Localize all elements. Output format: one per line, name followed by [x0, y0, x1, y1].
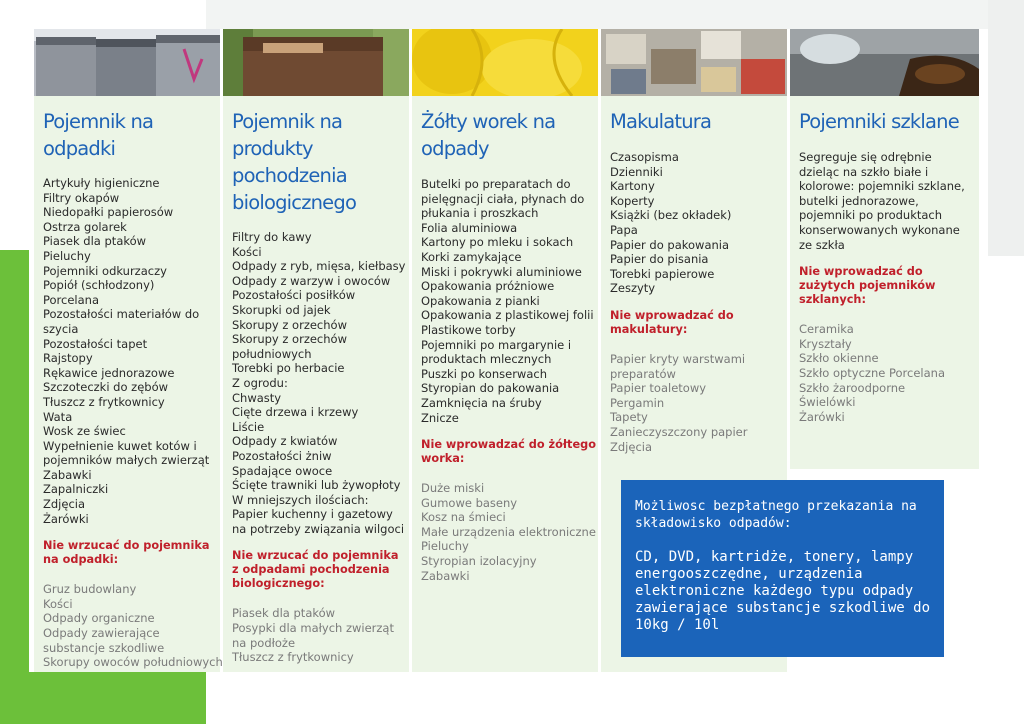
list-item: Wata: [43, 409, 73, 424]
list-item: Pozostałości tapet: [43, 336, 148, 351]
list-item: Zeszyty: [610, 281, 656, 296]
excluded-items-list: [799, 322, 979, 424]
excluded-item: Styropian izolacyjny: [421, 554, 537, 569]
list-item: Opakowania z pianki: [421, 293, 540, 308]
photo-paper-waste: [601, 29, 787, 96]
excluded-item: Małe urządzenia elektroniczne: [421, 524, 596, 539]
list-item: Rękawice jednorazowe: [43, 365, 175, 380]
excluded-item: Zanieczyszczony papier: [610, 424, 748, 439]
list-item: kolorowe: pojemniki szklane,: [799, 179, 965, 194]
list-item: Torebki papierowe: [610, 266, 715, 281]
list-item: Rajstopy: [43, 351, 93, 366]
column-general-waste: [34, 29, 223, 672]
excluded-item: Żarówki: [799, 409, 845, 424]
warning-line: szklanych:: [799, 293, 866, 307]
list-item: Papa: [610, 222, 638, 237]
list-item: Plastikowe torby: [421, 322, 516, 337]
column-yellow-bag: [412, 29, 598, 672]
accepted-items-list: [610, 150, 796, 454]
list-item: Zdjęcia: [43, 497, 86, 512]
list-item: Koperty: [610, 193, 655, 208]
excluded-item: substancje szkodliwe: [43, 640, 165, 655]
excluded-item: Skorupy owoców południowych: [43, 655, 223, 670]
info-title-cont: składowisko odpadów:: [635, 516, 792, 531]
list-item: Pojemniki odkurzaczy: [43, 263, 167, 278]
list-item: Styropian do pakowania: [421, 381, 560, 396]
excluded-item: Zdjęcia: [610, 439, 653, 454]
excluded-item: Tapety: [610, 410, 648, 425]
list-item: Cięte drzewa i krzewy: [232, 405, 359, 420]
list-item: pojemniki po produktach: [799, 208, 943, 223]
free-disposal-info-box: [621, 480, 944, 657]
list-item: Porcelana: [43, 292, 100, 307]
list-item: Artykuły higieniczne: [43, 176, 160, 190]
list-item: Pieluchy: [43, 248, 91, 263]
list-item: Pozostałości posiłków: [232, 288, 356, 303]
excluded-items-list: [421, 481, 607, 583]
list-item: Opakowania próżniowe: [421, 279, 555, 294]
list-item: Opakowania z plastikowej folii: [421, 308, 594, 323]
list-item: Kartony po mleku i sokach: [421, 235, 574, 250]
list-item: płukania i proszkach: [421, 206, 539, 221]
list-item: Pojemniki po margarynie i: [421, 337, 572, 352]
list-item: Filtry okapów: [43, 190, 120, 205]
column-heading: Pojemnik na produkty pochodzenia biologicznego: [232, 110, 357, 214]
warning-line: Nie wprowadzać do: [799, 265, 923, 279]
excluded-item: Kryształy: [799, 336, 852, 351]
column-glass: [790, 29, 979, 469]
list-item: Papier do pakowania: [610, 237, 730, 252]
photo-brown-bin: [223, 29, 409, 96]
warning-line: Nie wprowadzać do żółtego: [421, 438, 596, 452]
warning-line: z odpadami pochodzenia: [232, 563, 390, 577]
list-item: konserwowanych wykonane: [799, 222, 960, 237]
warning-line: makulatury:: [610, 322, 688, 336]
info-line: zawierające substancje szkodliwe do: [635, 600, 931, 616]
list-item: Folia aluminiowa: [421, 220, 518, 235]
list-item: Kartony: [610, 179, 655, 194]
warning-line: Nie wprowadzać do: [610, 308, 734, 322]
warning-line: worka:: [421, 452, 465, 466]
warning-line: Nie wrzucać do pojemnika: [232, 549, 399, 563]
top-grey-band: [206, 0, 1024, 29]
excluded-item: Szkło żaroodporne: [799, 380, 906, 395]
excluded-item: Szkło okienne: [799, 351, 879, 366]
list-item: Pozostałości żniw: [232, 448, 332, 463]
list-item: południowych: [232, 346, 312, 361]
warning-line: Nie wrzucać do pojemnika: [43, 539, 210, 553]
info-line: energooszczędne, urządzenia: [635, 566, 863, 582]
list-item: Papier do pisania: [610, 252, 709, 267]
list-item: Wosk ze świec: [43, 424, 126, 439]
excluded-item: Pieluchy: [421, 539, 469, 554]
excluded-item: Świelówki: [799, 395, 856, 410]
excluded-item: Tłuszcz z frytkownicy: [232, 650, 354, 665]
list-item: Zapalniczki: [43, 482, 109, 497]
info-line: elektroniczne każdego typu odpady: [635, 583, 914, 599]
list-item: Tłuszcz z frytkownicy: [43, 394, 165, 409]
excluded-item: Duże miski: [421, 481, 485, 496]
warning-heading: [799, 265, 979, 307]
column-heading: Pojemnik na odpadki: [43, 110, 154, 160]
excluded-item: Odpady organiczne: [43, 611, 155, 626]
list-item: Papier kuchenny i gazetowy: [232, 507, 393, 522]
list-item: Odpady z kwiatów: [232, 434, 338, 449]
accepted-items-list: [421, 177, 607, 583]
list-item: Żarówki: [43, 511, 89, 526]
list-item: Puszki po konserwach: [421, 366, 547, 381]
excluded-item: Papier kryty warstwami: [610, 351, 746, 366]
excluded-item: Odpady zawierające: [43, 626, 160, 641]
warning-heading: [421, 438, 607, 466]
warning-heading: [232, 549, 418, 591]
list-item: Znicze: [421, 410, 459, 425]
excluded-item: Posypki dla małych zwierząt: [232, 621, 394, 636]
list-item: Odpady z warzyw i owoców: [232, 273, 391, 288]
list-item: Z ogrodu:: [232, 375, 288, 390]
column-heading: Makulatura: [610, 110, 712, 133]
list-item: Skorupki od jajek: [232, 302, 331, 317]
list-item: Ostrza golarek: [43, 219, 127, 234]
warning-heading: [610, 309, 796, 337]
list-item: Książki (bez okładek): [610, 208, 732, 223]
list-item: butelki jednorazowe,: [799, 193, 919, 208]
list-item: Zabawki: [43, 467, 92, 482]
list-item: Filtry do kawy: [232, 230, 312, 244]
list-item: szycia: [43, 321, 79, 336]
excluded-items-list: [232, 606, 418, 664]
excluded-items-list: [610, 352, 796, 454]
column-bio-waste: [223, 29, 409, 672]
excluded-item: Szkło optyczne Porcelana: [799, 365, 945, 380]
warning-line: zużytych pojemników: [799, 279, 936, 293]
warning-heading: [43, 539, 229, 567]
warning-line: na odpadki:: [43, 553, 119, 567]
list-item: pojemników małych zwierząt: [43, 453, 210, 468]
list-item: Ścięte trawniki lub żywopłoty: [232, 478, 401, 493]
excluded-item: na podłoże: [232, 635, 296, 650]
list-item: Torebki po herbacie: [232, 361, 345, 376]
list-item: Dzienniki: [610, 164, 663, 179]
accepted-items-list: [232, 230, 418, 665]
list-item: Pozostałości materiałów do: [43, 307, 200, 322]
list-item: Spadające owoce: [232, 463, 333, 478]
list-item: W mniejszych ilościach:: [232, 492, 369, 507]
list-item: dzieląc na szkło białe i: [799, 164, 929, 179]
list-item: Miski i pokrywki aluminiowe: [421, 264, 582, 279]
list-item: Kości: [232, 244, 262, 259]
list-item: pielęgnacji ciała, płynach do: [421, 191, 585, 206]
description-text: [799, 150, 979, 424]
warning-line: biologicznego:: [232, 577, 325, 591]
list-item: Zamknięcia na śruby: [421, 395, 542, 410]
excluded-item: Zabawki: [421, 568, 470, 583]
list-item: Odpady z ryb, mięsa, kiełbasy: [232, 259, 406, 274]
excluded-item: Kosz na śmieci: [421, 510, 506, 525]
list-item: Skorupy z orzechów: [232, 317, 347, 332]
list-item: produktach mlecznych: [421, 352, 552, 367]
excluded-item: Pergamin: [610, 395, 665, 410]
list-item: Piasek dla ptaków: [43, 234, 147, 249]
list-item: na potrzeby związania wilgoci: [232, 521, 405, 536]
list-item: Wypełnienie kuwet kotów i: [43, 438, 197, 453]
info-line: CD, DVD, kartridże, tonery, lampy: [635, 549, 914, 565]
photo-yellow-bags: [412, 29, 598, 96]
info-title: Możliwosc bezpłatnego przekazania na: [635, 499, 917, 514]
list-item: ze szkła: [799, 237, 845, 252]
list-item: Liście: [232, 419, 265, 434]
excluded-item: Ceramika: [799, 322, 854, 337]
list-item: Czasopisma: [610, 150, 679, 164]
accepted-items-list: [43, 176, 229, 670]
info-line: 10kg / 10l: [635, 617, 720, 633]
excluded-items-list: [43, 582, 229, 670]
excluded-item: Papier toaletowy: [610, 381, 707, 396]
excluded-item: Piasek dla ptaków: [232, 606, 336, 621]
photo-grey-bins: [34, 29, 220, 96]
photo-glass-bottles: [790, 29, 979, 96]
list-item: Korki zamykające: [421, 249, 522, 264]
excluded-item: Gruz budowlany: [43, 582, 137, 597]
list-item: Butelki po preparatach do: [421, 177, 571, 191]
list-item: Szczoteczki do zębów: [43, 380, 169, 395]
excluded-item: Gumowe baseny: [421, 495, 518, 510]
column-heading: Żółty worek na odpady: [421, 110, 556, 160]
list-item: Chwasty: [232, 390, 282, 405]
excluded-item: preparatów: [610, 366, 676, 381]
list-item: Skorupy z orzechów: [232, 332, 347, 347]
list-item: Popiół (schłodzony): [43, 278, 155, 293]
list-item: Segreguje się odrębnie: [799, 150, 932, 164]
info-body: [635, 549, 930, 634]
excluded-item: Kości: [43, 596, 73, 611]
list-item: Niedopałki papierosów: [43, 205, 174, 220]
column-heading: Pojemniki szklane: [799, 110, 959, 133]
